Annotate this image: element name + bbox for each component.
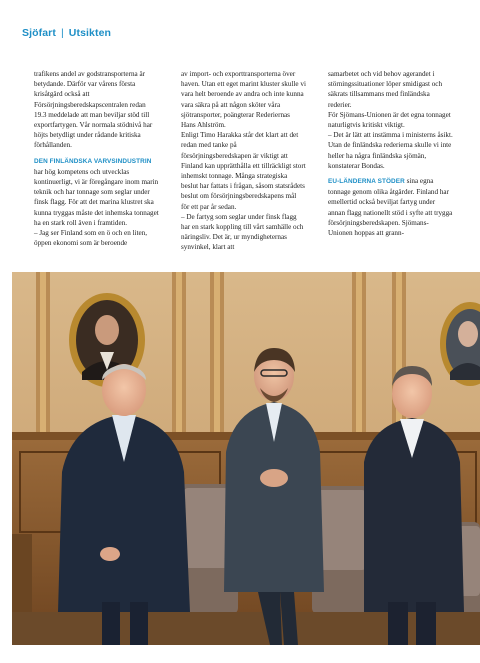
paragraph	[34, 156, 159, 228]
subheading: DEN FINLÄNDSKA VARVSINDUSTRIN	[34, 157, 152, 165]
paragraph-text: sina egna tonnage genom olika åtgärder. Finland har emellertid också beviljat fartyg under annan flagg nationellt stöd i syfte att trygga försörjningsberedskapen. Sjömans-Unionen hoppas att grann-	[328, 177, 453, 238]
paragraph: – De fartyg som seglar under finsk flagg har en stark koppling till vårt samhälle och näringsliv. Det är, ur myndigheternas synvinkel, klart att	[181, 212, 304, 252]
paragraph: av import- och exporttransporterna över haven. Utan ett eget marint kluster skulle vi vara helt beroende av andra och inte kunna vara säkra på att någon sköter våra sjötransporter, poängterar Rederiernas Hans Ahlström.	[181, 70, 306, 130]
paragraph: Enligt Timo Harakka står det klart att det redan med tanke på försörjningsberedskapen är viktigt att Finland kan upprätthålla ett tillräckligt stort inhemskt tonnage. Många strategiska beslut har fattats i frågan, såsom statsrådets beslut om försörjningsberedskapens mål för ett par år sedan.	[181, 131, 306, 211]
paragraph: För Sjömans-Unionen är det egna tonnaget naturligtvis kritiskt viktigt.	[328, 110, 451, 130]
article-column-3	[328, 69, 453, 267]
paragraph: – Jag ser Finland som en ö och en liten, öppen ekonomi som är beroende	[34, 229, 148, 248]
article-columns	[34, 69, 454, 267]
footer-separator: |	[61, 644, 63, 652]
article-column-1	[34, 69, 159, 267]
magazine-name-alt: Albatrossen	[66, 644, 102, 652]
subheading: EU-LÄNDERNA STÖDER	[328, 178, 405, 186]
section-header	[22, 27, 111, 39]
article-photo	[12, 272, 480, 645]
subsection-label: Utsikten	[68, 27, 112, 39]
header-separator: |	[60, 27, 64, 39]
paragraph: – Det är lätt att instämma i ministerns åsikt. Utan de finländska rederierna skulle vi inte heller ha några finländska sjömän, konstaterar Bondas.	[328, 131, 453, 170]
page-footer	[0, 633, 480, 663]
photo-illustration	[12, 272, 480, 645]
paragraph: samarbetet och vid behov agerandet i störningssituationer löper smidigast och säkrats tillsammans med finländska rederier.	[328, 70, 443, 109]
paragraph-text: har hög kompetens och utvecklas kontinuerligt, vi är föregångare inom marin teknik och har tonnage som seglar under finsk flagg. För att det marina klustret ska kunna tryggas måste det inhemska tonnaget ha en stark roll även i framtiden.	[34, 167, 159, 227]
paragraph: trafikens andel av godstransporterna är betydande. Därför var vårens första krisåtgärd också att Försörjningsberedskapscentralen redan 19.3 meddelade att man beviljar stöd till exportfartygen. Vår normala stödnivå har höjts betydligt under rådande kritiska förhållanden.	[34, 70, 153, 150]
page-number: 8	[20, 643, 25, 653]
article-column-2	[181, 69, 306, 267]
magazine-name: Albatrossi	[28, 644, 57, 652]
section-label: Sjöfart	[22, 27, 56, 39]
paragraph	[328, 176, 453, 238]
